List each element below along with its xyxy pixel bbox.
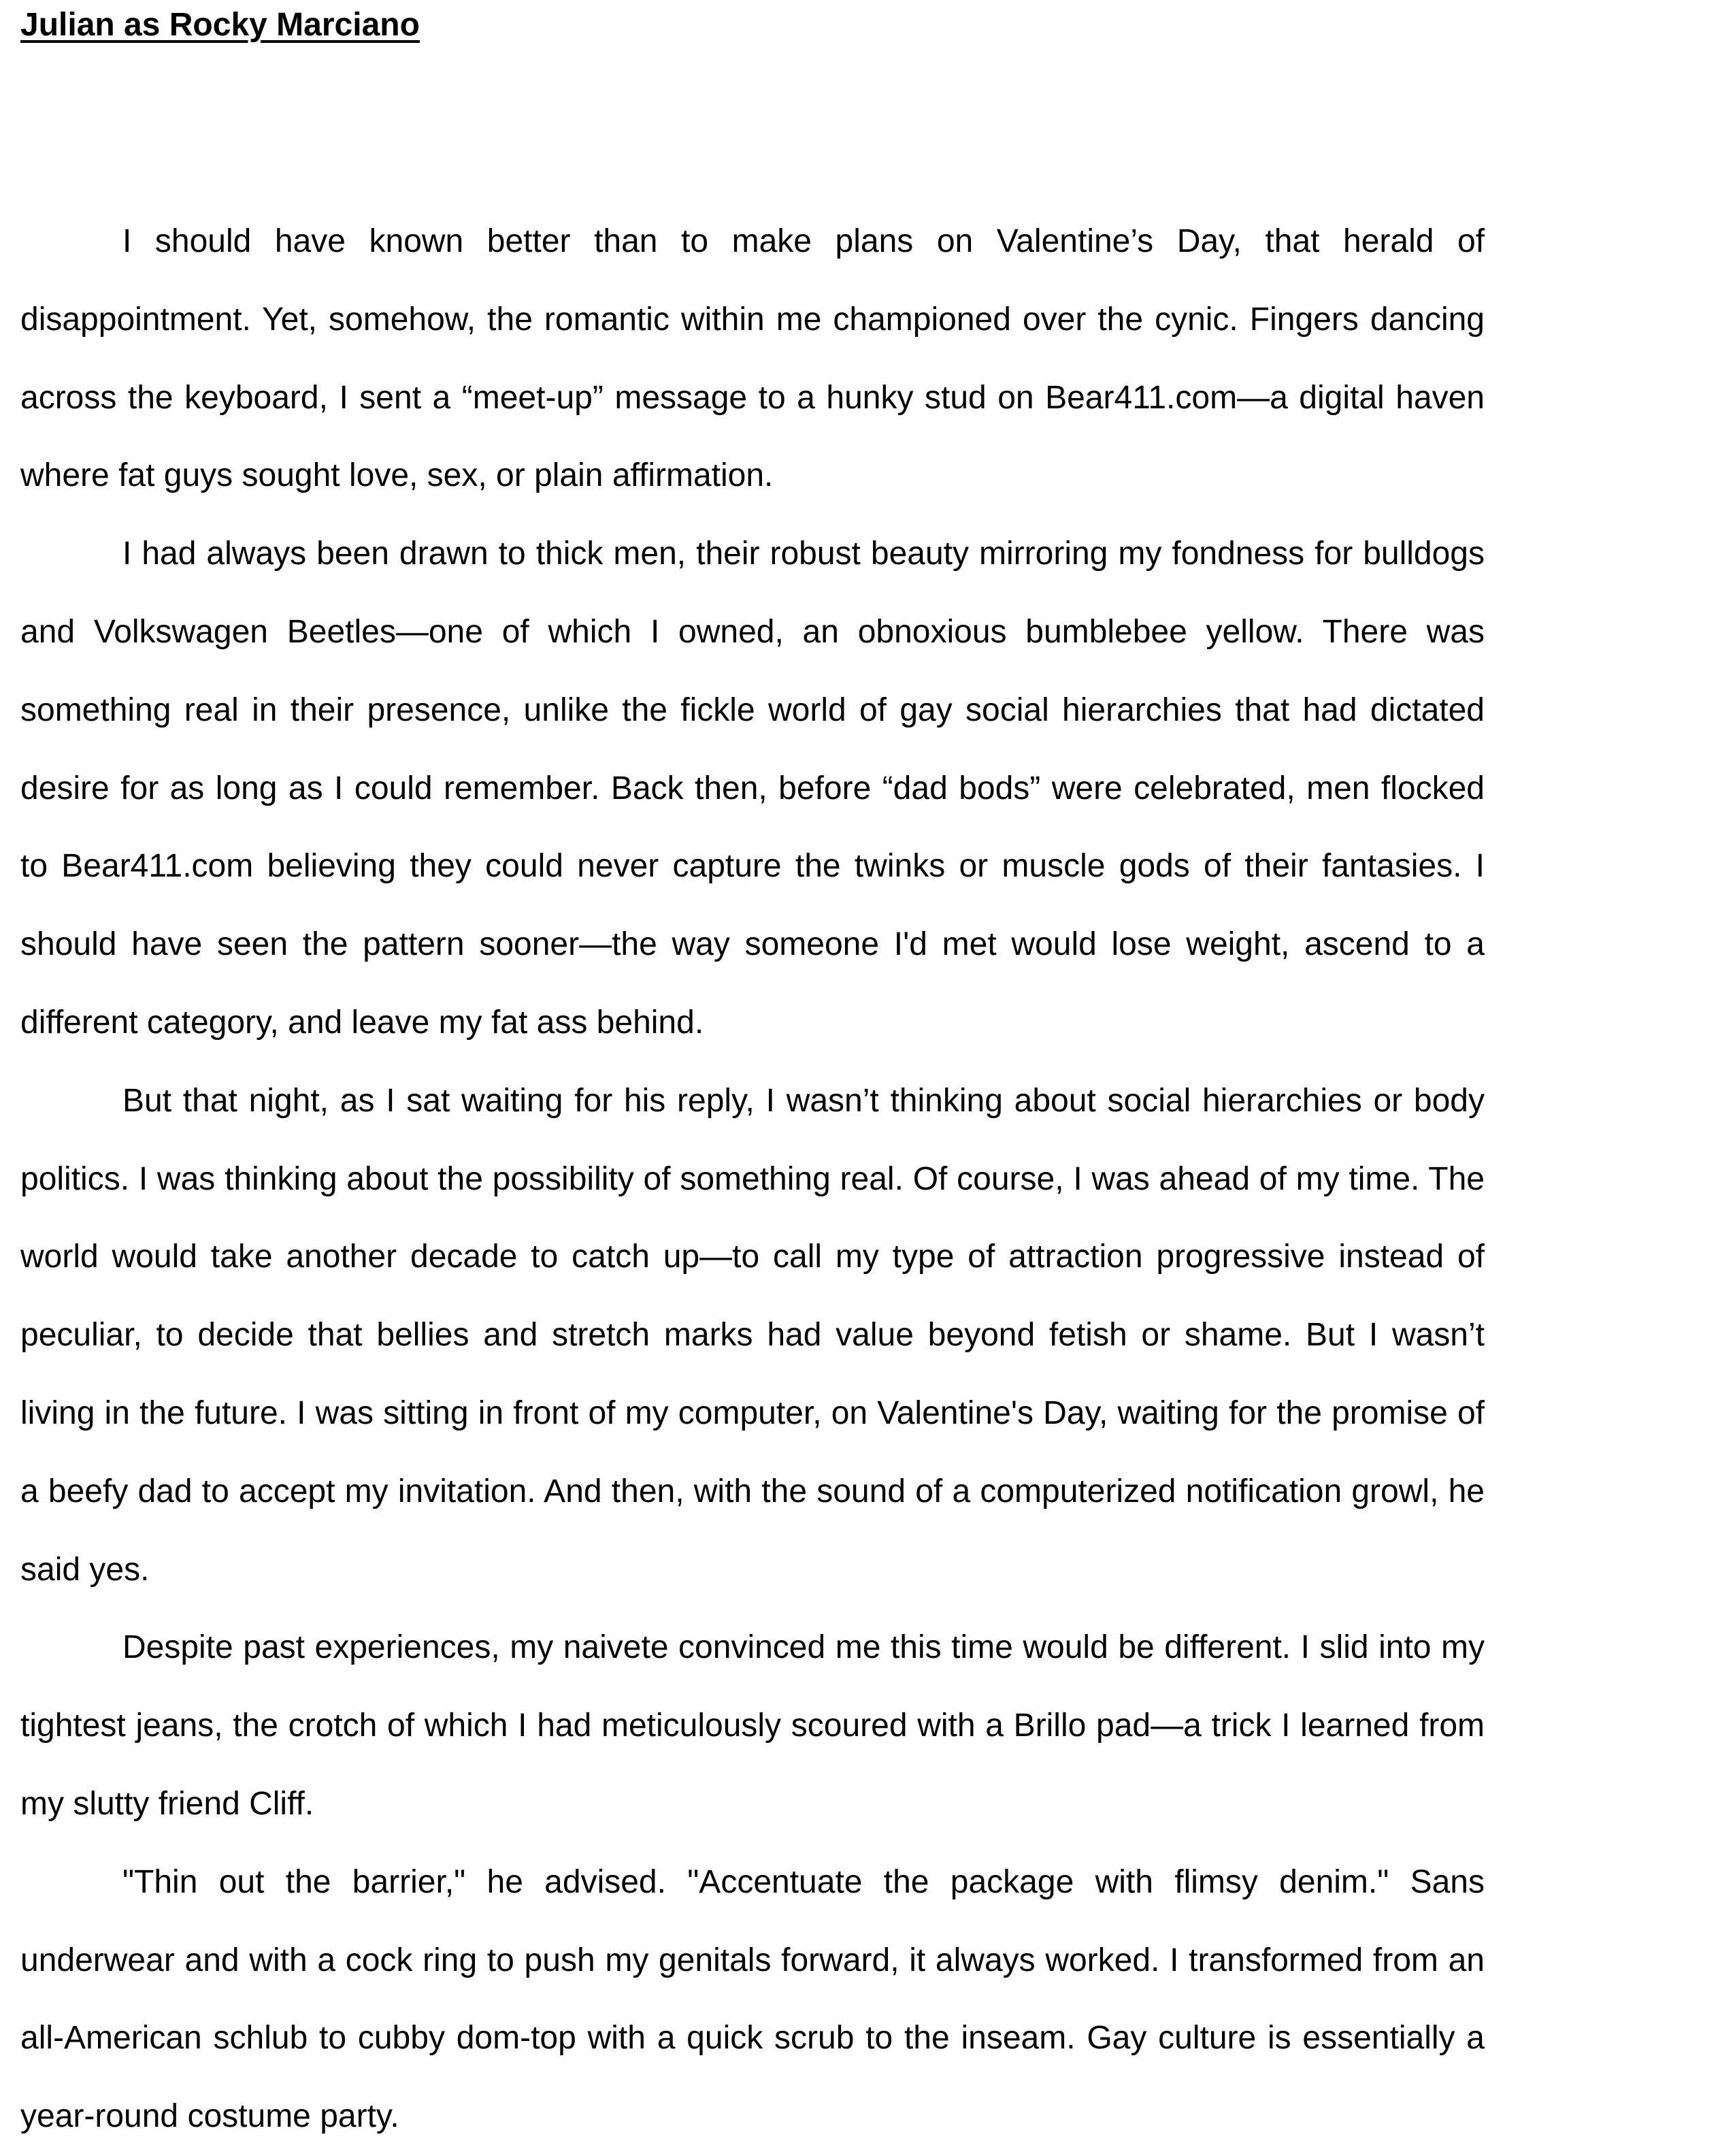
document-title: Julian as Rocky Marciano	[20, 7, 420, 43]
paragraph: But that night, as I sat waiting for his reply, I wasn’t thinking about social hierarchies or body politics. I was thinking about the possibility of something real. Of course, I was ahead of my time. The world would take another decade to catch up—to call my type of attraction progressive instead of peculiar, to decide that bellies and stretch marks had value beyond fetish or shame. But I wasn’t living in the future. I was sitting in front of my computer, on Valentine's Day, waiting for the promise of a beefy dad to accept my invitation. And then, with the sound of a computerized notification growl, he said yes.	[20, 1082, 1485, 1588]
document-body	[20, 203, 1485, 2156]
paragraph: I had always been drawn to thick men, their robust beauty mirroring my fondness for bulldogs and Volkswagen Beetles—one of which I owned, an obnoxious bumblebee yellow. There was something real in their presence, unlike the fickle world of gay social hierarchies that had dictated desire for as long as I could remember. Back then, before “dad bods” were celebrated, men flocked to Bear411.com believing they could never capture the twinks or muscle gods of their fantasies. I should have seen the pattern sooner—the way someone I'd met would lose weight, ascend to a different category, and leave my fat ass behind.	[20, 536, 1485, 1041]
paragraph: I should have known better than to make plans on Valentine’s Day, that herald of disappointment. Yet, somehow, the romantic within me championed over the cynic. Fingers dancing across the keyboard, I sent a “meet-up” message to a hunky stud on Bear411.com—a digital haven where fat guys sought love, sex, or plain affirmation.	[20, 223, 1485, 494]
paragraph: "Thin out the barrier," he advised. "Accentuate the package with flimsy denim." Sans underwear and with a cock ring to push my genitals forward, it always worked. I transformed from an all-American schlub to cubby dom-top with a quick scrub to the inseam. Gay culture is essentially a year-round costume party.	[20, 1863, 1485, 2135]
paragraph: Despite past experiences, my naivete convinced me this time would be different. I slid into my tightest jeans, the crotch of which I had meticulously scoured with a Brillo pad—a trick I learned from my slutty friend Cliff.	[20, 1629, 1485, 1822]
